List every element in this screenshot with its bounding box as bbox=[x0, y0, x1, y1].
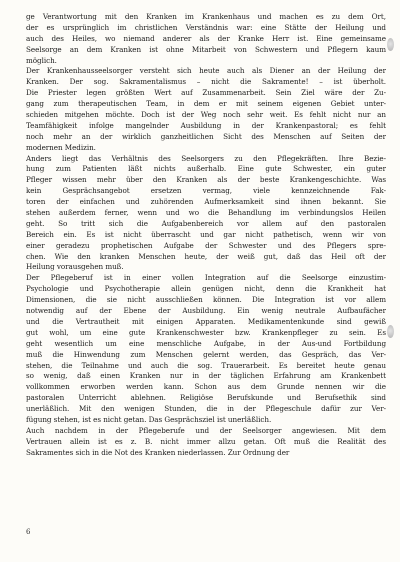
text-line: stehen, die Teilnahme und auch die sog. Trauerarbeit. Es bereitet heute genau bbox=[26, 360, 386, 370]
text-line: Dimensionen, die sie nicht ausschließen können. Die Integration ist vor allem bbox=[26, 295, 386, 305]
text-line: gang zum therapeutischen Team, in dem er mit seinem eigenen Gebiet unter- bbox=[26, 99, 386, 109]
text-line: Bereich ein. Es ist nicht überrascht und gar nicht pathetisch, wenn wir von bbox=[26, 229, 386, 239]
text-line: Seelsorge an dem Kranken ist ohne Mitarbeit von Schwestern und Pflegern kaum bbox=[26, 44, 386, 54]
text-line: Die Priester legen größten Wert auf Zusammenarbeit. Sein Ziel wäre der Zu- bbox=[26, 88, 386, 98]
text-line: fügung stehen, ist es nicht getan. Das Gesprächsziel ist unerläßlich. bbox=[26, 414, 272, 424]
text-line: Sakramentes sich in die Not des Kranken niederlassen. Zur Ordnung der bbox=[26, 447, 290, 457]
text-line: toren der einfachen und zuhörenden Aufmerksamkeit sind ihnen bekannt. Sie bbox=[26, 197, 386, 207]
text-line: geht wesentlich um eine menschliche Aufgabe, in der Aus-und Fortbildung bbox=[26, 338, 386, 348]
text-line: möglich. bbox=[26, 55, 57, 65]
paragraph bbox=[26, 426, 386, 459]
text-line: hung zum Patienten läßt nichts außerhalb. Eine gute Schwester, ein guter bbox=[26, 164, 386, 174]
punch-hole-top bbox=[387, 38, 394, 51]
text-line: Vertrauen allein ist es z. B. nicht immer allzu getan. Oft muß die Realität des bbox=[26, 436, 386, 446]
text-line: vollkommen erworben werden kann. Schon aus dem Grunde nennen wir die bbox=[26, 382, 386, 392]
text-line: Psychologie und Psychotherapie allein genügen nicht, denn die Krankheit hat bbox=[26, 284, 386, 294]
text-line: Pfleger wissen mehr über den Kranken als der beste Krankengeschichte. Was bbox=[26, 175, 386, 185]
text-line: kein Gesprächsangebot ersetzen vermag, viele kennzeichnende Fak- bbox=[26, 186, 386, 196]
text-line: gut wohl, um eine gute Krankenschwester bzw. Krankenpfleger zu sein. Es bbox=[26, 327, 386, 337]
text-line: der es ursprünglich im christlichen Verständnis war: eine Stätte der Heilung und bbox=[26, 22, 386, 32]
text-line: chen. Wie den kranken Menschen heute, der weiß gut, daß das Heil oft der bbox=[26, 251, 386, 261]
text-line: Der Krankenhausseelsorger versteht sich heute auch als Diener an der Heilung der bbox=[26, 66, 386, 76]
text-line: Heilung vorausgehen muß. bbox=[26, 262, 124, 272]
text-line: Anders liegt das Verhältnis des Seelsorgers zu den Pflegekräften. Ihre Bezie- bbox=[26, 153, 386, 163]
text-line: pastoralen Unterricht ablehnen. Religiöse Berufskunde und Berufsethik sind bbox=[26, 393, 386, 403]
text-line: stehen außerdem ferner, wenn und wo die Behandlung im verbindungslos Heilen bbox=[26, 208, 386, 218]
text-line: notwendig auf der Ebene der Ausbildung. Ein wenig neutrale Aufbaufächer bbox=[26, 306, 386, 316]
text-line: Teamfähigkeit infolge mangelnder Ausbildung in der Krankenpastoral; es fehlt bbox=[26, 120, 386, 130]
text-line: noch mehr an der wirklich ganzheitlichen Sicht des Menschen auf Seiten der bbox=[26, 131, 386, 141]
text-line: auch des Heiles, wo niemand anderer als der Kranke Herr ist. Eine gemeinsame bbox=[26, 33, 386, 43]
paragraph bbox=[26, 273, 386, 425]
text-line: einer geradezu prophetischen Aufgabe der Schwester und des Pflegers spre- bbox=[26, 240, 386, 250]
text-line: so wenig, daß einen Kranken nur in der täglichen Erfahrung am Krankenbett bbox=[26, 371, 386, 381]
text-line: muß die Hinwendung zum Menschen gelernt werden, das Gespräch, das Ver- bbox=[26, 349, 386, 359]
book-page-text bbox=[26, 12, 386, 459]
paragraph bbox=[26, 66, 386, 153]
punch-hole-bottom bbox=[387, 325, 394, 338]
text-line: und die Vertrautheit mit einigen Apparaten. Medikamentenkunde sind gewiß bbox=[26, 316, 386, 326]
text-line: Der Pflegeberuf ist in einer vollen Integration auf die Seelsorge einzustim- bbox=[26, 273, 386, 283]
text-line: modernen Medizin. bbox=[26, 142, 96, 152]
text-line: Auch nachdem in der Pflegeberufe und der Seelsorger angewiesen. Mit dem bbox=[26, 425, 386, 435]
text-line: schieden mitgehen möchte. Doch ist der Weg noch sehr weit. Es fehlt nicht nur an bbox=[26, 110, 386, 120]
page-number: 6 bbox=[26, 528, 31, 536]
paragraph bbox=[26, 12, 386, 66]
text-line: Kranken. Der sog. Sakramentalismus – nicht die Sakramente! – ist überholt. bbox=[26, 77, 386, 87]
text-line: geht. So tritt sich die Aufgabenbereich vor allem auf den pastoralen bbox=[26, 218, 386, 228]
paragraph bbox=[26, 154, 386, 274]
text-line: unerläßlich. Mit den wenigen Stunden, die in der Pflegeschule dafür zur Ver- bbox=[26, 404, 386, 414]
text-line: ge Verantwortung mit den Kranken im Krankenhaus und machen es zu dem Ort, bbox=[26, 12, 386, 21]
